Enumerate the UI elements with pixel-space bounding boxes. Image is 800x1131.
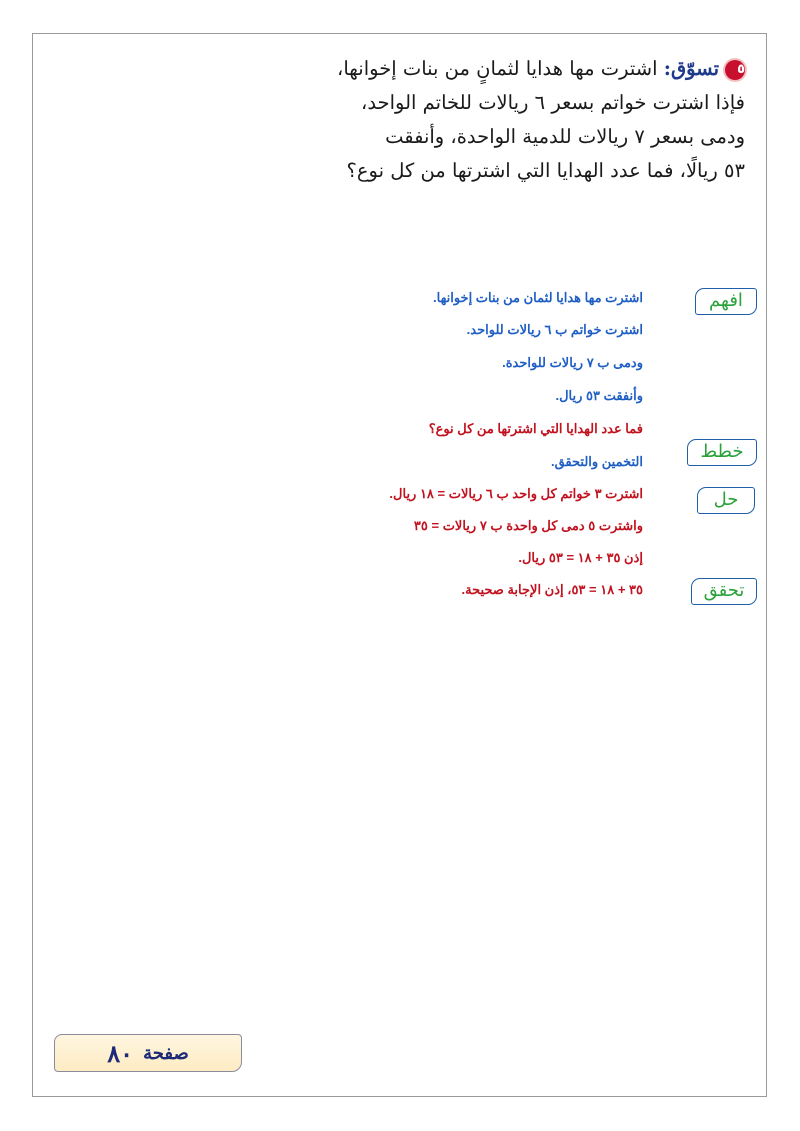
problem-block [325, 52, 745, 188]
understand-line-1: اشترت مها هدايا لثمان من بنات إخوانها. [433, 290, 643, 305]
solve-line-3: إذن ٣٥ + ١٨ = ٥٣ ريال. [518, 550, 643, 565]
solve-line-1: اشترت ٣ خواتم كل واحد ب ٦ ريالات = ١٨ ريال. [389, 486, 643, 501]
understand-line-2: اشترت خواتم ب ٦ ريالات للواحد. [466, 322, 643, 337]
understand-line-4: وأنفقت ٥٣ ريال. [555, 388, 643, 403]
label-solve: حل [697, 487, 755, 514]
page-word: صفحة [143, 1042, 189, 1064]
label-check: تحقق [691, 578, 757, 605]
label-understand: افهم [695, 288, 757, 315]
label-plan: خطط [687, 439, 757, 466]
question-line: فما عدد الهدايا التي اشترتها من كل نوع؟ [428, 421, 643, 436]
problem-text: اشترت مها هدايا لثمانٍ من بنات إخوانها، [337, 57, 658, 80]
problem-text: فإذا اشترت خواتم بسعر ٦ ريالات للخاتم الواحد، [361, 91, 745, 114]
check-line: ٣٥ + ١٨ = ٥٣، إذن الإجابة صحيحة. [461, 582, 643, 597]
page-number-tag [54, 1034, 242, 1072]
problem-title: تسوّق: [663, 57, 719, 80]
understand-line-3: ودمى ب ٧ ريالات للواحدة. [502, 355, 643, 370]
page-number: ٨٠ [107, 1038, 134, 1068]
problem-number-badge: ٥ [725, 60, 745, 80]
solve-line-2: واشترت ٥ دمى كل واحدة ب ٧ ريالات = ٣٥ [413, 518, 643, 533]
problem-line-1 [325, 52, 745, 86]
problem-text: ٥٣ ريالًا، فما عدد الهدايا التي اشترتها من كل نوع؟ [346, 159, 745, 182]
plan-line: التخمين والتحقق. [550, 454, 643, 469]
problem-text: ودمى بسعر ٧ ريالات للدمية الواحدة، وأنفقت [385, 125, 745, 148]
page-frame [32, 33, 767, 1097]
